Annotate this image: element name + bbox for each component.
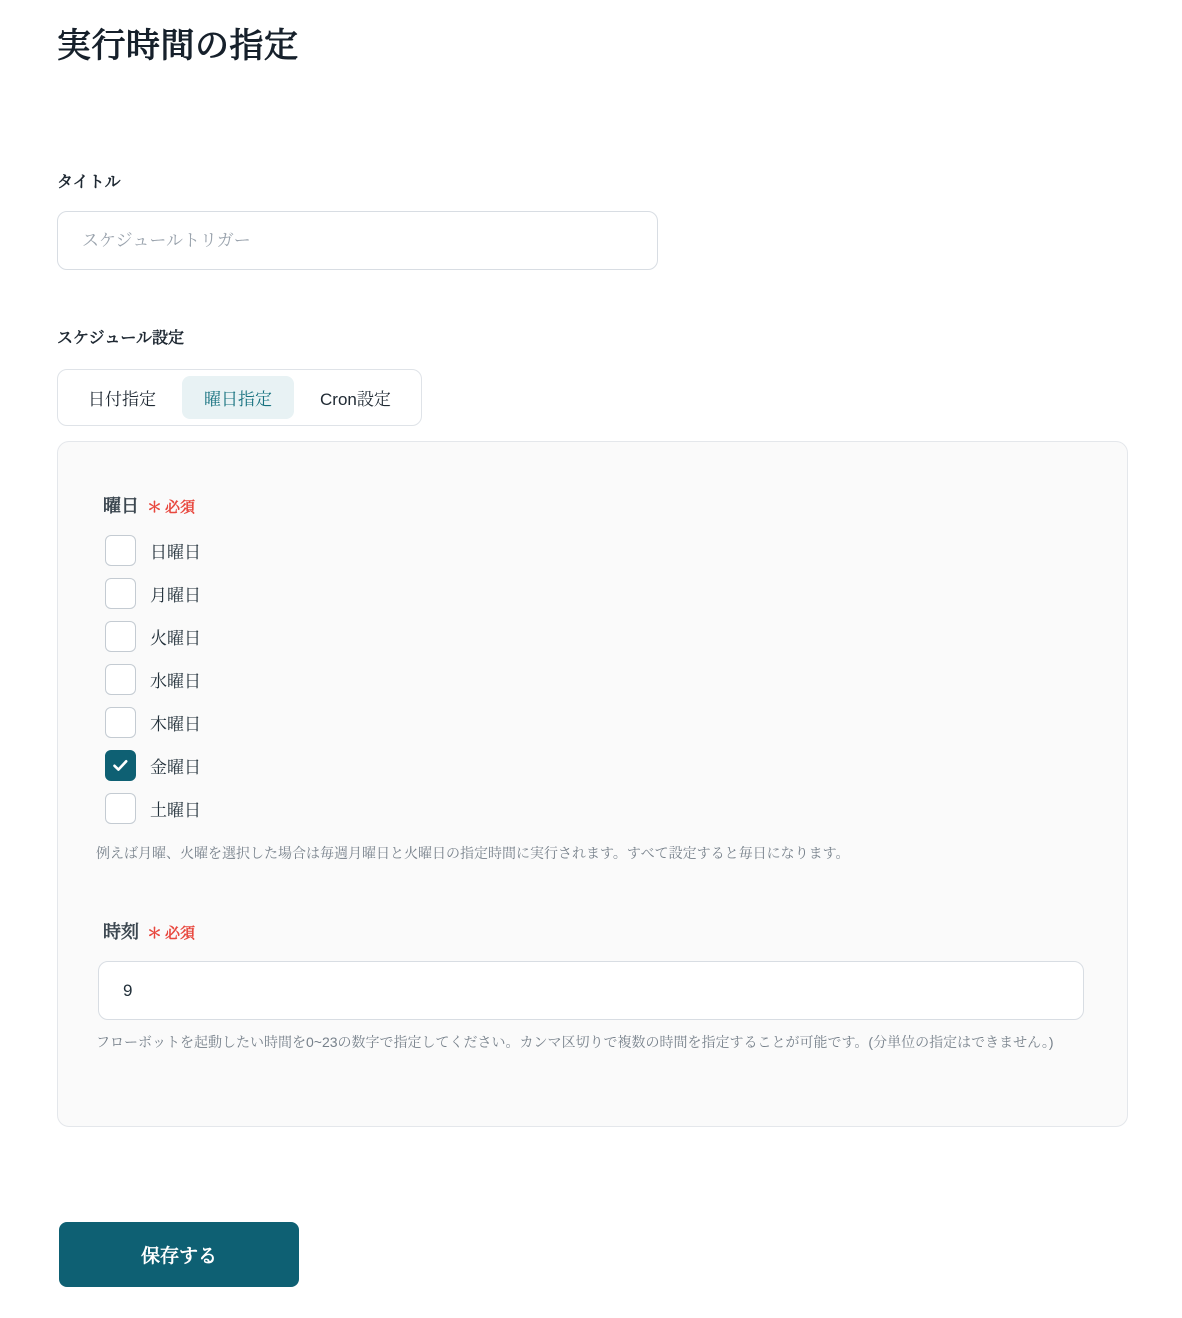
checkbox-box[interactable] bbox=[105, 664, 136, 695]
checkbox-box[interactable] bbox=[105, 535, 136, 566]
checkbox-box[interactable] bbox=[105, 621, 136, 652]
weekday-required-badge bbox=[147, 496, 195, 517]
required-asterisk-icon: ＊ bbox=[147, 499, 163, 516]
save-button[interactable]: 保存する bbox=[59, 1222, 299, 1287]
tab-cron[interactable]: Cron設定 bbox=[298, 376, 413, 419]
weekday-checkbox-tuesday[interactable] bbox=[105, 619, 201, 654]
time-hint-text: フローボットを起動したい時間を0~23の数字で指定してください。カンマ区切りで複数の時間を指定することが可能です。(分単位の指定はできません。) bbox=[96, 1034, 1054, 1050]
title-input[interactable] bbox=[57, 211, 658, 270]
weekday-settings-panel bbox=[57, 441, 1128, 1127]
weekday-checkbox-thursday[interactable] bbox=[105, 705, 201, 740]
weekday-checkbox-friday[interactable] bbox=[105, 748, 201, 783]
weekday-checkbox-wednesday[interactable] bbox=[105, 662, 201, 697]
weekday-checkbox-sunday[interactable] bbox=[105, 533, 201, 568]
tab-date[interactable]: 日付指定 bbox=[66, 376, 178, 419]
weekday-checkbox-label: 土曜日 bbox=[150, 801, 201, 820]
page-title: 実行時間の指定 bbox=[57, 27, 299, 65]
checkbox-box[interactable] bbox=[105, 750, 136, 781]
weekday-checkbox-label: 火曜日 bbox=[150, 629, 201, 648]
time-group-label bbox=[103, 918, 195, 944]
weekday-checkbox-label: 日曜日 bbox=[150, 543, 201, 562]
check-icon bbox=[111, 756, 130, 775]
tab-weekday[interactable]: 曜日指定 bbox=[182, 376, 294, 419]
weekday-checkbox-label: 月曜日 bbox=[150, 586, 201, 605]
schedule-mode-tabs bbox=[57, 369, 422, 426]
weekday-checkbox-list bbox=[105, 533, 201, 826]
required-text: 必須 bbox=[165, 925, 196, 942]
required-text: 必須 bbox=[165, 499, 196, 516]
time-input[interactable] bbox=[98, 961, 1084, 1020]
time-required-badge bbox=[147, 922, 195, 943]
weekday-checkbox-saturday[interactable] bbox=[105, 791, 201, 826]
checkbox-box[interactable] bbox=[105, 578, 136, 609]
time-label-text: 時刻 bbox=[103, 922, 139, 942]
required-asterisk-icon: ＊ bbox=[147, 925, 163, 942]
title-field-label: タイトル bbox=[57, 174, 121, 191]
weekday-checkbox-monday[interactable] bbox=[105, 576, 201, 611]
weekday-label-text: 曜日 bbox=[103, 496, 139, 516]
weekday-group-label bbox=[103, 492, 195, 518]
checkbox-box[interactable] bbox=[105, 707, 136, 738]
schedule-settings-label: スケジュール設定 bbox=[57, 330, 185, 347]
weekday-checkbox-label: 水曜日 bbox=[150, 672, 201, 691]
weekday-checkbox-label: 金曜日 bbox=[150, 758, 201, 777]
weekday-hint-text: 例えば月曜、火曜を選択した場合は毎週月曜日と火曜日の指定時間に実行されます。すべて設定すると毎日になります。 bbox=[96, 845, 850, 861]
checkbox-box[interactable] bbox=[105, 793, 136, 824]
weekday-checkbox-label: 木曜日 bbox=[150, 715, 201, 734]
